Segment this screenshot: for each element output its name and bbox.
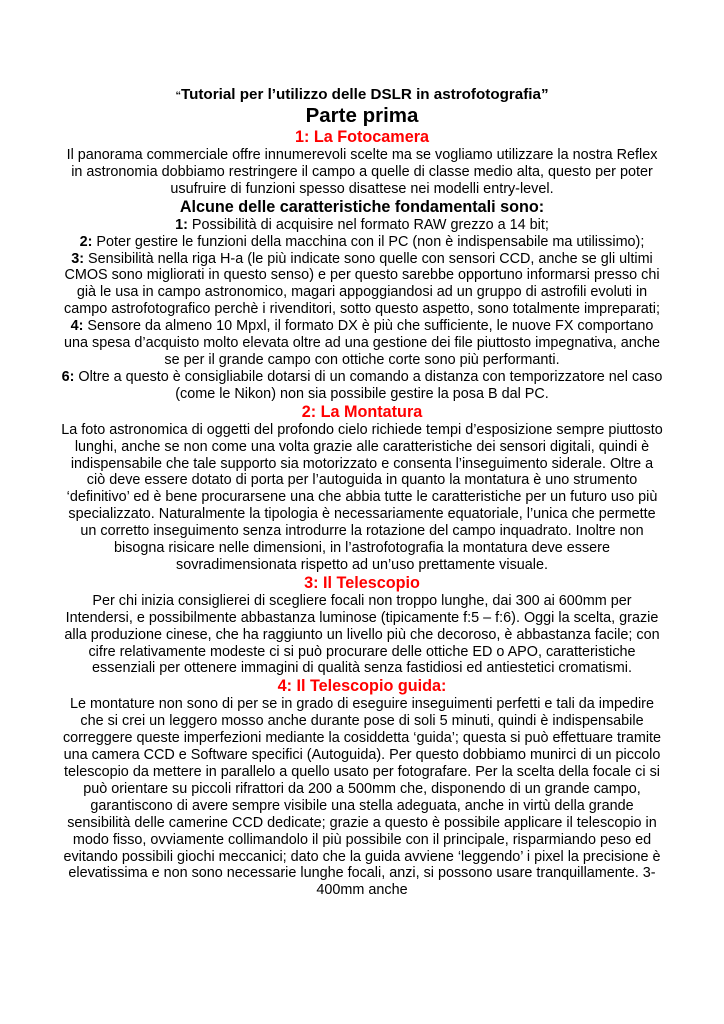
feature-number: 4:: [70, 318, 84, 335]
feature-text: Possibilità di acquisire nel formato RAW grezzo a 14 bit;: [187, 216, 549, 233]
feature-text: Sensore da almeno 10 Mpxl, il formato DX è più che sufficiente, le nuove FX comportano una spesa d’acquisto molto elevata oltre ad una gestione dei file piuttosto impegnativa, anche se per il grande campo con ottiche corte sono più performanti.: [63, 318, 660, 368]
feature-number: 2:: [79, 233, 93, 250]
feature-number: 1:: [175, 216, 188, 233]
part-title: Parte prima: [305, 104, 419, 127]
title-open-quote: “: [175, 90, 181, 102]
feature-item: [60, 318, 664, 369]
feature-text: Sensibilità nella riga H-a (le più indicate sono quelle con sensori CCD, anche se gli ultimi CMOS sono migliorati in questo senso) e per questo sarebbe opportuno informarsi presso chi già le usa in campo astronomico, magari appoggiandosi ad un gruppo di astrofili evoluti in campo astrofotografico perchè i rivenditori, sotto questo aspetto, sono totalmente impreparati;: [64, 250, 660, 318]
features-heading: Alcune delle caratteristiche fondamentali sono:: [179, 197, 545, 216]
feature-item: [60, 234, 664, 251]
document-title: [60, 86, 664, 105]
section-heading-guide-scope: 4: Il Telescopio guida:: [277, 677, 447, 696]
feature-number: 3:: [71, 250, 85, 267]
guide-scope-paragraph: Le montature non sono di per se in grado di eseguire inseguimenti perfetti e tali da impedire che si crei un leggero mosso anche durante pose di soli 5 minuti, quindi è indispensabile correggere queste imperfezioni mediante la cosiddetta ‘guida’; questa si può effettuare tramite una camera CCD e Software specifici (Autoguida). Per questo dobbiamo munirci di un piccolo telescopio da mettere in parallelo a quello usato per fotografare. Per la scelta della focale ci si può orientare su piccoli rifrattori da 200 a 500mm che, disponendo di un grande campo, garantiscono di avere sempre visibile una stella adeguata, anche in virtù della grande sensibilità delle camerine CCD dedicate; grazie a questo è possibile applicare il telescopio in modo fisso, ovviamente collimandolo il più possibile con il principale, risparmiando peso ed evitando possibili giochi meccanici; dato che la guida avviene ‘leggendo’ i pixel la precisione è elevatissima e non sono necessarie lunghe focali, anzi, si possono usare tranquillamente. 3-400mm anche: [62, 696, 662, 899]
section-heading-camera: 1: La Fotocamera: [294, 128, 430, 146]
document-title-text: Tutorial per l’utilizzo delle DSLR in astrofotografia”: [180, 86, 549, 103]
telescope-paragraph: Per chi inizia consiglierei di scegliere focali non troppo lunghe, dai 300 ai 600mm per Intendersi, e possibilmente abbastanza luminose (tipicamente f:5 – f:6). Oggi la scelta, grazie alla produzione cinese, che ha raggiunto un livello più che decoroso, è abbastanza facile; con cifre relativamente modeste ci si può procurare delle ottiche ED o APO, caratteristiche essenziali per ottenere immagini di qualità senza fastidiosi ed antiestetici cromatismi.: [64, 592, 660, 677]
camera-intro-paragraph: Il panorama commerciale offre innumerevoli scelte ma se vogliamo utilizzare la nostra Reflex in astronomia dobbiamo restringere il campo a quelle di classe medio alta, questo per poter usufruire di funzioni spesso disattese nei modelli entry-level.: [66, 147, 658, 197]
feature-text: Oltre a questo è consigliabile dotarsi di un comando a distanza con temporizzatore nel caso (come le Nikon) non sia possibile gestire la posa B dal PC.: [74, 368, 663, 402]
document-page: [60, 86, 664, 899]
feature-item: [60, 251, 664, 319]
feature-item: [60, 217, 664, 234]
section-heading-mount: 2: La Montatura: [301, 402, 423, 421]
feature-text: Poter gestire le funzioni della macchina con il PC (non è indispensabile ma utilissimo);: [92, 233, 645, 250]
feature-item: [60, 369, 664, 403]
section-heading-telescope: 3: Il Telescopio: [304, 573, 420, 592]
mount-paragraph: La foto astronomica di oggetti del profondo cielo richiede tempi d’esposizione sempre piuttosto lunghi, anche se non come una volta grazie alle caratteristiche dei sensori digitali, quindi è indispensabile che tale supporto sia motorizzato e consenta l’inseguimento siderale. Oltre a ciò deve essere dotato di porta per l’autoguida in quanto la montatura è uno strumento ‘definitivo’ ed è bene procurarsene una che abbia tutte le caratteristiche per un futuro uso più specializzato. Naturalmente la tipologia è necessariamente equatoriale, l’unica che permette un corretto inseguimento senza introdurre la rotazione del campo inquadrato. Inoltre non bisogna risicare nelle dimensioni, in l’astrofotografia la montatura deve essere sovradimensionata rispetto ad un’uso prettamente visuale.: [61, 421, 663, 573]
feature-number: 6:: [61, 368, 75, 385]
